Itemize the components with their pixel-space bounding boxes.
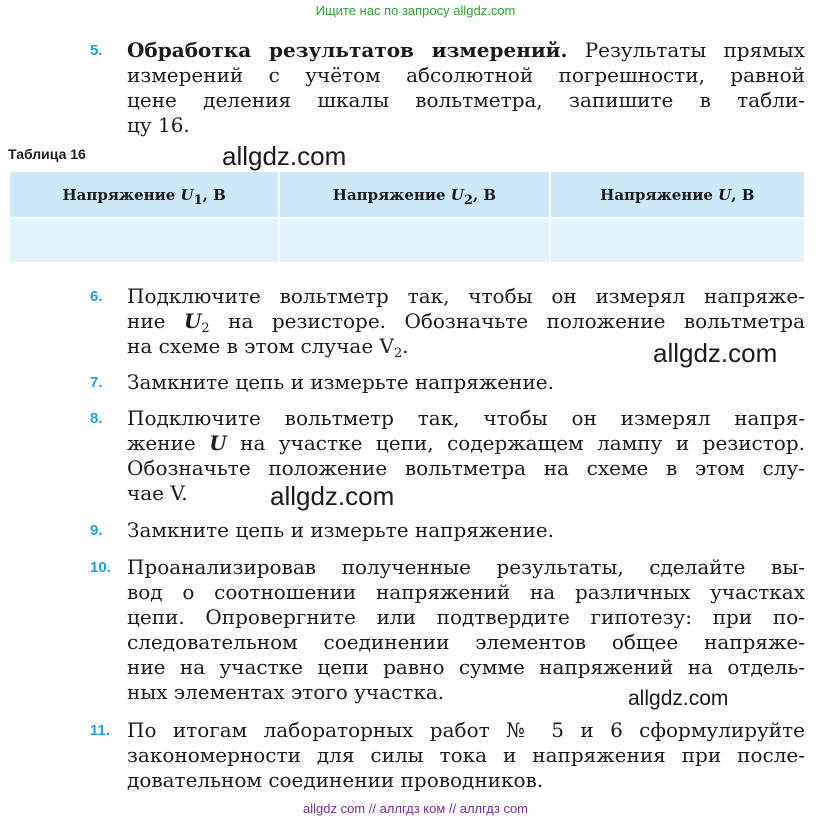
text-line: чае V. bbox=[127, 481, 188, 505]
table-row bbox=[10, 217, 804, 262]
table-header-cell: Напряжение $U_2$, В bbox=[280, 172, 548, 217]
task-text bbox=[127, 38, 805, 138]
task-number: 7. bbox=[90, 374, 103, 391]
text-fragment: Результаты прямых bbox=[567, 38, 805, 62]
task-number: 6. bbox=[90, 288, 103, 305]
table-caption: Таблица 16 bbox=[8, 146, 86, 162]
text-line: на схеме в этом случае $V_2$. bbox=[127, 334, 409, 361]
text-line: Подключите вольтметр так, чтобы он измерял напряже- bbox=[127, 284, 805, 308]
task-text bbox=[127, 406, 805, 506]
text-line: Замкните цепь и измерьте напряжение. bbox=[127, 518, 554, 542]
text-line: измерений с учётом абсолютной погрешности, равной bbox=[127, 63, 805, 87]
text-line: цепи. Опровергните или подтвердите гипотезу: при по- bbox=[127, 605, 805, 629]
table-cell[interactable] bbox=[280, 217, 548, 262]
task-text bbox=[127, 370, 805, 395]
task-number: 11. bbox=[90, 722, 111, 739]
measurement-table bbox=[8, 172, 806, 262]
task-text bbox=[127, 518, 805, 543]
text-line: ние $U_2$ на резисторе. Обозначьте положение вольтметра bbox=[127, 309, 805, 336]
text-line: закономерности для силы тока и напряжения при после- bbox=[127, 743, 805, 767]
text-line: Проанализировав полученные результаты, сделайте вы- bbox=[127, 555, 805, 579]
task-text bbox=[127, 718, 805, 793]
table-header-row bbox=[10, 172, 804, 217]
watermark: allgdz.com bbox=[653, 338, 778, 368]
watermark: allgdz.com bbox=[270, 481, 395, 511]
top-banner: Ищите нас по запросу allgdz.com bbox=[315, 3, 516, 18]
text-line: Обозначьте положение вольтметра на схеме в этом слу- bbox=[127, 456, 805, 480]
bottom-banner: allgdz com // аллгдз ком // аллгдз com bbox=[302, 801, 529, 816]
text-line: вод о соотношении напряжений на различных участках bbox=[127, 580, 805, 604]
text-line: Подключите вольтметр так, чтобы он измерял напря- bbox=[127, 406, 805, 430]
watermark: allgdz.com bbox=[628, 687, 729, 710]
text-line bbox=[127, 38, 805, 63]
task-text bbox=[127, 555, 805, 705]
text-line: ных элементах этого участка. bbox=[127, 680, 445, 704]
task-number: 5. bbox=[90, 42, 103, 59]
task-number: 9. bbox=[90, 522, 103, 539]
table-cell[interactable] bbox=[10, 217, 278, 262]
text-line: цу 16. bbox=[127, 113, 190, 137]
table-header-cell: Напряжение $U_1$, В bbox=[10, 172, 278, 217]
text-line: ние на участке цепи равно сумме напряжений на отдель- bbox=[127, 655, 805, 679]
task-number: 10. bbox=[90, 559, 111, 576]
text-line: жение U на участке цепи, содержащем лампу и резистор. bbox=[127, 431, 805, 455]
text-line: цене деления шкалы вольтметра, запишите в табли- bbox=[127, 88, 805, 112]
text-line: следовательном соединении элементов общее напряже- bbox=[127, 630, 805, 654]
text-line: довательном соединении проводников. bbox=[127, 768, 544, 792]
watermark: allgdz.com bbox=[222, 141, 347, 171]
table-header-cell: Напряжение U, В bbox=[551, 172, 804, 217]
text-line: Замкните цепь и измерьте напряжение. bbox=[127, 370, 554, 394]
table-cell[interactable] bbox=[551, 217, 804, 262]
task-lead: Обработка результатов измерений. bbox=[127, 38, 568, 62]
text-line: По итогам лабораторных работ № 5 и 6 сформулируйте bbox=[127, 718, 805, 742]
task-number: 8. bbox=[90, 410, 103, 427]
